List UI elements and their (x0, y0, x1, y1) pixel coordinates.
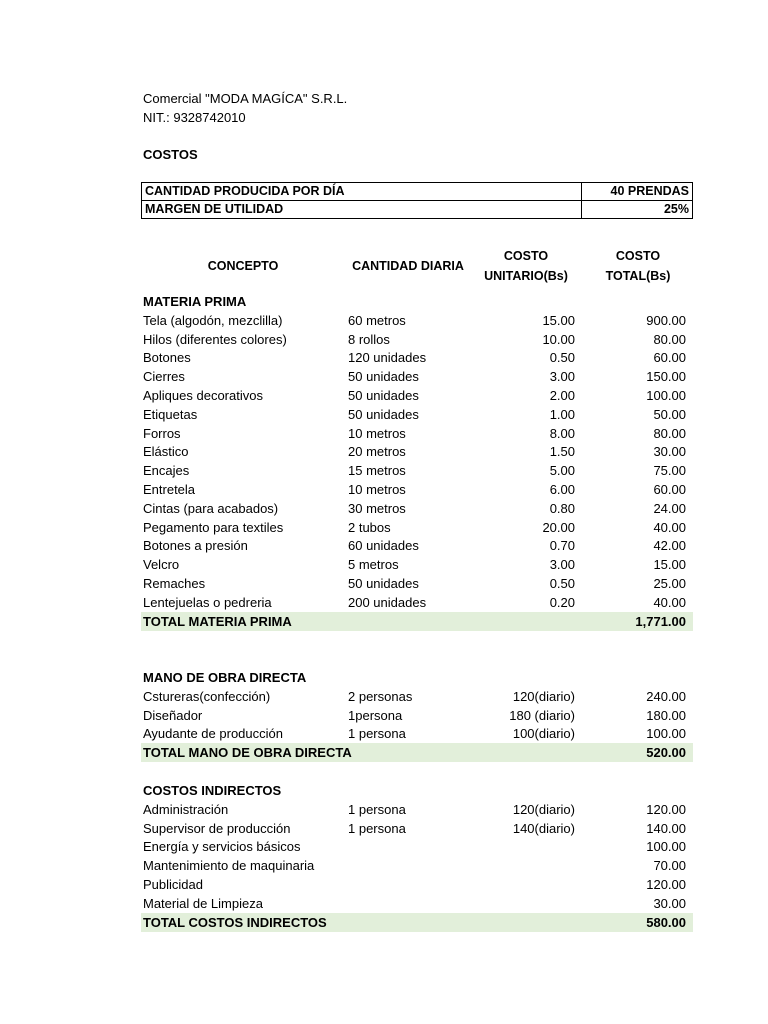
section-title-text: COSTOS INDIRECTOS (143, 783, 282, 798)
concepto-cell: Lentejuelas o pedreria (143, 595, 272, 610)
unitario-cell: 1.00 (549, 407, 575, 422)
section-total-label: TOTAL MANO DE OBRA DIRECTA (143, 745, 352, 760)
concepto-cell: Cstureras(confección) (143, 689, 271, 704)
cantidad-cell: 60 unidades (348, 538, 419, 553)
concepto-cell: Velcro (143, 557, 180, 572)
concepto-cell: Pegamento para textiles (143, 520, 284, 535)
cantidad-cell: 1 persona (348, 726, 406, 741)
table-row (141, 405, 693, 424)
section-total-label: TOTAL COSTOS INDIRECTOS (143, 915, 327, 930)
cantidad-cell: 2 tubos (348, 520, 391, 535)
header-unitario-line1: COSTO (503, 249, 549, 263)
company-name: Comercial "MODA MAGÍCA" S.R.L. (143, 91, 348, 106)
unitario-cell: 100(diario) (512, 726, 575, 741)
table-row (141, 687, 693, 706)
header-concepto: CONCEPTO (207, 259, 279, 273)
table-row (141, 348, 693, 367)
table-row (141, 574, 693, 593)
concepto-cell: Entretela (143, 482, 196, 497)
cantidad-cell: 30 metros (348, 501, 406, 516)
cantidad-cell: 50 unidades (348, 369, 419, 384)
concepto-cell: Supervisor de producción (143, 821, 291, 836)
cantidad-cell: 120 unidades (348, 350, 427, 365)
unitario-cell: 15.00 (542, 313, 575, 328)
summary-row (142, 201, 693, 219)
unitario-cell: 0.70 (549, 538, 575, 553)
header-unitario (474, 246, 578, 286)
section-title (141, 781, 693, 800)
header-cantidad: CANTIDAD DIARIA (352, 259, 464, 273)
header-total-line2: TOTAL(Bs) (605, 269, 671, 283)
cantidad-cell: 15 metros (348, 463, 406, 478)
summary-value: 25% (582, 201, 693, 219)
table-row (141, 311, 693, 330)
cantidad-cell: 60 metros (348, 313, 406, 328)
unitario-cell: 180 (diario) (509, 708, 575, 723)
concepto-cell: Administración (143, 802, 229, 817)
total-cell: 100.00 (646, 388, 686, 403)
concepto-cell: Mantenimiento de maquinaria (143, 858, 315, 873)
table-row (141, 837, 693, 856)
cantidad-cell: 1persona (348, 708, 403, 723)
table-row (141, 424, 693, 443)
company-nit: NIT.: 9328742010 (143, 110, 246, 125)
table-row (141, 856, 693, 875)
total-cell: 30.00 (653, 444, 686, 459)
total-cell: 70.00 (653, 858, 686, 873)
cantidad-cell: 5 metros (348, 557, 399, 572)
concepto-cell: Energía y servicios básicos (143, 839, 301, 854)
cantidad-cell: 200 unidades (348, 595, 427, 610)
summary-label: MARGEN DE UTILIDAD (142, 201, 582, 219)
concepto-cell: Cintas (para acabados) (143, 501, 279, 516)
unitario-cell: 120(diario) (512, 802, 575, 817)
section-total-value: 580.00 (646, 915, 686, 930)
total-cell: 120.00 (646, 877, 686, 892)
total-cell: 60.00 (653, 482, 686, 497)
total-cell: 900.00 (646, 313, 686, 328)
concepto-cell: Hilos (diferentes colores) (143, 332, 287, 347)
unitario-cell: 120(diario) (512, 689, 575, 704)
table-row (141, 461, 693, 480)
summary-row (142, 183, 693, 201)
concepto-cell: Apliques decorativos (143, 388, 263, 403)
cantidad-cell: 1 persona (348, 802, 406, 817)
concepto-cell: Etiquetas (143, 407, 198, 422)
table-row (141, 330, 693, 349)
table-row (141, 536, 693, 555)
concepto-cell: Forros (143, 426, 181, 441)
cantidad-cell: 1 persona (348, 821, 406, 836)
unitario-cell: 8.00 (549, 426, 575, 441)
unitario-cell: 0.50 (549, 576, 575, 591)
total-cell: 120.00 (646, 802, 686, 817)
concepto-cell: Botones (143, 350, 191, 365)
document-title: COSTOS (143, 147, 198, 162)
total-cell: 80.00 (653, 332, 686, 347)
unitario-cell: 0.50 (549, 350, 575, 365)
total-cell: 60.00 (653, 350, 686, 365)
total-cell: 24.00 (653, 501, 686, 516)
cantidad-cell: 10 metros (348, 426, 406, 441)
section-title-text: MANO DE OBRA DIRECTA (143, 670, 307, 685)
unitario-cell: 140(diario) (512, 821, 575, 836)
cantidad-cell: 10 metros (348, 482, 406, 497)
concepto-cell: Tela (algodón, mezclilla) (143, 313, 283, 328)
unitario-cell: 2.00 (549, 388, 575, 403)
concepto-cell: Ayudante de producción (143, 726, 283, 741)
unitario-cell: 0.20 (549, 595, 575, 610)
header-unitario-line2: UNITARIO(Bs) (484, 269, 568, 283)
unitario-cell: 3.00 (549, 369, 575, 384)
table-row (141, 518, 693, 537)
header-total-line1: COSTO (615, 249, 661, 263)
table-row (141, 894, 693, 913)
cantidad-cell: 50 unidades (348, 407, 419, 422)
cantidad-cell: 50 unidades (348, 576, 419, 591)
concepto-cell: Elástico (143, 444, 189, 459)
table-row (141, 367, 693, 386)
unitario-cell: 5.00 (549, 463, 575, 478)
cantidad-cell: 20 metros (348, 444, 406, 459)
concepto-cell: Material de Limpieza (143, 896, 263, 911)
total-cell: 180.00 (646, 708, 686, 723)
unitario-cell: 1.50 (549, 444, 575, 459)
total-cell: 25.00 (653, 576, 686, 591)
table-row (141, 800, 693, 819)
table-row (141, 442, 693, 461)
table-row (141, 819, 693, 838)
total-cell: 150.00 (646, 369, 686, 384)
total-cell: 140.00 (646, 821, 686, 836)
table-row (141, 724, 693, 743)
section-total-row (141, 612, 693, 631)
total-cell: 42.00 (653, 538, 686, 553)
total-cell: 80.00 (653, 426, 686, 441)
cantidad-cell: 50 unidades (348, 388, 419, 403)
summary-value: 40 PRENDAS (582, 183, 693, 201)
section-total-row (141, 913, 693, 932)
total-cell: 240.00 (646, 689, 686, 704)
total-cell: 75.00 (653, 463, 686, 478)
concepto-cell: Publicidad (143, 877, 203, 892)
concepto-cell: Remaches (143, 576, 206, 591)
cantidad-cell: 8 rollos (348, 332, 390, 347)
unitario-cell: 3.00 (549, 557, 575, 572)
unitario-cell: 6.00 (549, 482, 575, 497)
total-cell: 100.00 (646, 839, 686, 854)
unitario-cell: 0.80 (549, 501, 575, 516)
table-row (141, 386, 693, 405)
summary-box (141, 182, 693, 219)
table-row (141, 499, 693, 518)
table-row (141, 593, 693, 612)
total-cell: 40.00 (653, 520, 686, 535)
total-cell: 40.00 (653, 595, 686, 610)
section-total-value: 520.00 (646, 745, 686, 760)
section-title (141, 668, 693, 687)
section-title (141, 292, 693, 311)
total-cell: 50.00 (653, 407, 686, 422)
table-row (141, 480, 693, 499)
cantidad-cell: 2 personas (348, 689, 413, 704)
section-total-label: TOTAL MATERIA PRIMA (143, 614, 292, 629)
table-row (141, 875, 693, 894)
unitario-cell: 10.00 (542, 332, 575, 347)
section-total-value: 1,771.00 (635, 614, 686, 629)
summary-label: CANTIDAD PRODUCIDA POR DÍA (142, 183, 582, 201)
concepto-cell: Encajes (143, 463, 190, 478)
section-title-text: MATERIA PRIMA (143, 294, 247, 309)
concepto-cell: Botones a presión (143, 538, 248, 553)
header-total (586, 246, 690, 286)
total-cell: 100.00 (646, 726, 686, 741)
total-cell: 30.00 (653, 896, 686, 911)
total-cell: 15.00 (653, 557, 686, 572)
unitario-cell: 20.00 (542, 520, 575, 535)
concepto-cell: Diseñador (143, 708, 203, 723)
concepto-cell: Cierres (143, 369, 185, 384)
table-row (141, 555, 693, 574)
table-row (141, 706, 693, 725)
section-total-row (141, 743, 693, 762)
